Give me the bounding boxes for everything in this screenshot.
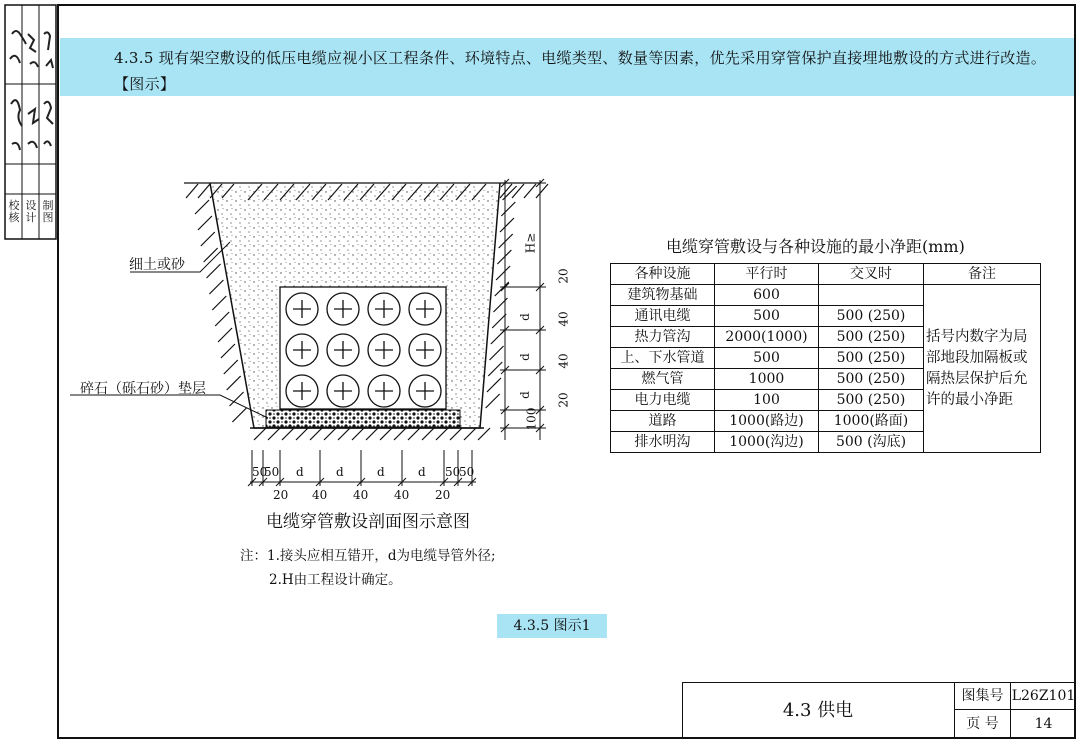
dim-bottom-d3: d [377, 465, 385, 479]
gravel-bedding [266, 410, 460, 427]
dim-bottom-d2: d [336, 465, 344, 479]
figure-label: 4.3.5 图示1 [497, 614, 607, 638]
dim-bottom-b2: 40 [312, 488, 328, 502]
section-title: 4.3 供电 [782, 700, 854, 721]
cell-facility: 电力电缆 [611, 390, 715, 411]
table-title: 电缆穿管敷设与各种设施的最小净距(mm) [666, 237, 965, 256]
cell-cross: 1000(路面) [819, 411, 924, 432]
title-block [682, 682, 1076, 739]
note-1: 注：1.接头应相互错开，d为电缆导管外径; [240, 548, 496, 564]
strip-label-review: 校核 [8, 199, 20, 224]
section-caption: 电缆穿管敷设剖面图示意图 [266, 512, 470, 532]
notes [240, 544, 496, 592]
note-2: 2.H由工程设计确定。 [269, 572, 402, 588]
cell-facility: 燃气管 [611, 369, 715, 390]
cell-cross: 500 (250) [819, 369, 924, 390]
dim-right-d3: d [517, 391, 532, 399]
dim-bottom-b4: 40 [394, 488, 410, 502]
dim-right-3: 40 [556, 353, 571, 369]
header-facility: 各种设施 [611, 264, 715, 285]
strip-label-draw: 制图 [42, 199, 54, 224]
cell-facility: 上、下水管道 [611, 348, 715, 369]
cell-cross: 500 (250) [819, 348, 924, 369]
cell-parallel: 500 [715, 306, 819, 327]
dim-bottom-b3: 40 [353, 488, 369, 502]
table-header-row [611, 264, 1041, 285]
cell-facility: 道路 [611, 411, 715, 432]
dim-bottom-a2: 50 [264, 465, 280, 479]
cell-cross: 500 (250) [819, 327, 924, 348]
cell-cross: 500 (250) [819, 390, 924, 411]
header-parallel: 平行时 [715, 264, 819, 285]
atlas-label: 图集号 [954, 682, 1010, 710]
atlas-number: L26Z101 [1010, 682, 1076, 710]
dim-bottom-d1: d [296, 465, 304, 479]
dim-bottom-a3: 50 [445, 465, 461, 479]
dim-bottom-b5: 20 [435, 488, 451, 502]
cell-facility: 通讯电缆 [611, 306, 715, 327]
dim-right-1: 20 [556, 268, 571, 284]
cell-parallel: 1000(路边) [715, 411, 819, 432]
dim-right-d1: d [517, 313, 532, 321]
cell-parallel: 600 [715, 285, 819, 306]
cell-parallel: 1000(沟边) [715, 432, 819, 453]
dim-right-2: 40 [556, 311, 571, 327]
header-cross: 交叉时 [819, 264, 924, 285]
label-h: H≥ [523, 232, 538, 254]
table-row [611, 285, 1041, 306]
cell-cross: 500 (沟底) [819, 432, 924, 453]
cell-facility: 排水明沟 [611, 432, 715, 453]
dim-right-4: 20 [556, 392, 571, 408]
header-remark: 备注 [924, 264, 1041, 285]
cell-parallel: 500 [715, 348, 819, 369]
page-label: 页 号 [954, 710, 1010, 739]
cell-remark: 括号内数字为局部地段加隔板或隔热层保护后允许的最小净距 [924, 285, 1041, 453]
cell-cross: 500 (250) [819, 306, 924, 327]
distance-table [610, 263, 1041, 453]
dim-right-d2: d [517, 353, 532, 361]
cell-parallel: 2000(1000) [715, 327, 819, 348]
cell-facility: 建筑物基础 [611, 285, 715, 306]
dim-bottom-a4: 50 [459, 465, 475, 479]
dim-right-5: 100 [524, 407, 539, 431]
cell-cross [819, 285, 924, 306]
cell-facility: 热力管沟 [611, 327, 715, 348]
clause-text: 4.3.5 现有架空敷设的低压电缆应视小区工程条件、环境特点、电缆类型、数量等因素，优先采用穿管保护直接埋地敷设的方式进行改造。【图示】 [114, 49, 1047, 93]
cell-parallel: 1000 [715, 369, 819, 390]
strip-label-design: 设计 [25, 199, 37, 224]
dim-bottom-b1: 20 [273, 488, 289, 502]
label-gravel: 碎石（砾石砂）垫层 [80, 381, 206, 397]
dim-bottom-a1: 50 [252, 465, 268, 479]
cell-parallel: 100 [715, 390, 819, 411]
page-number: 14 [1010, 710, 1076, 739]
label-fine-soil: 细土或砂 [129, 257, 185, 273]
dim-bottom-d4: d [418, 465, 426, 479]
